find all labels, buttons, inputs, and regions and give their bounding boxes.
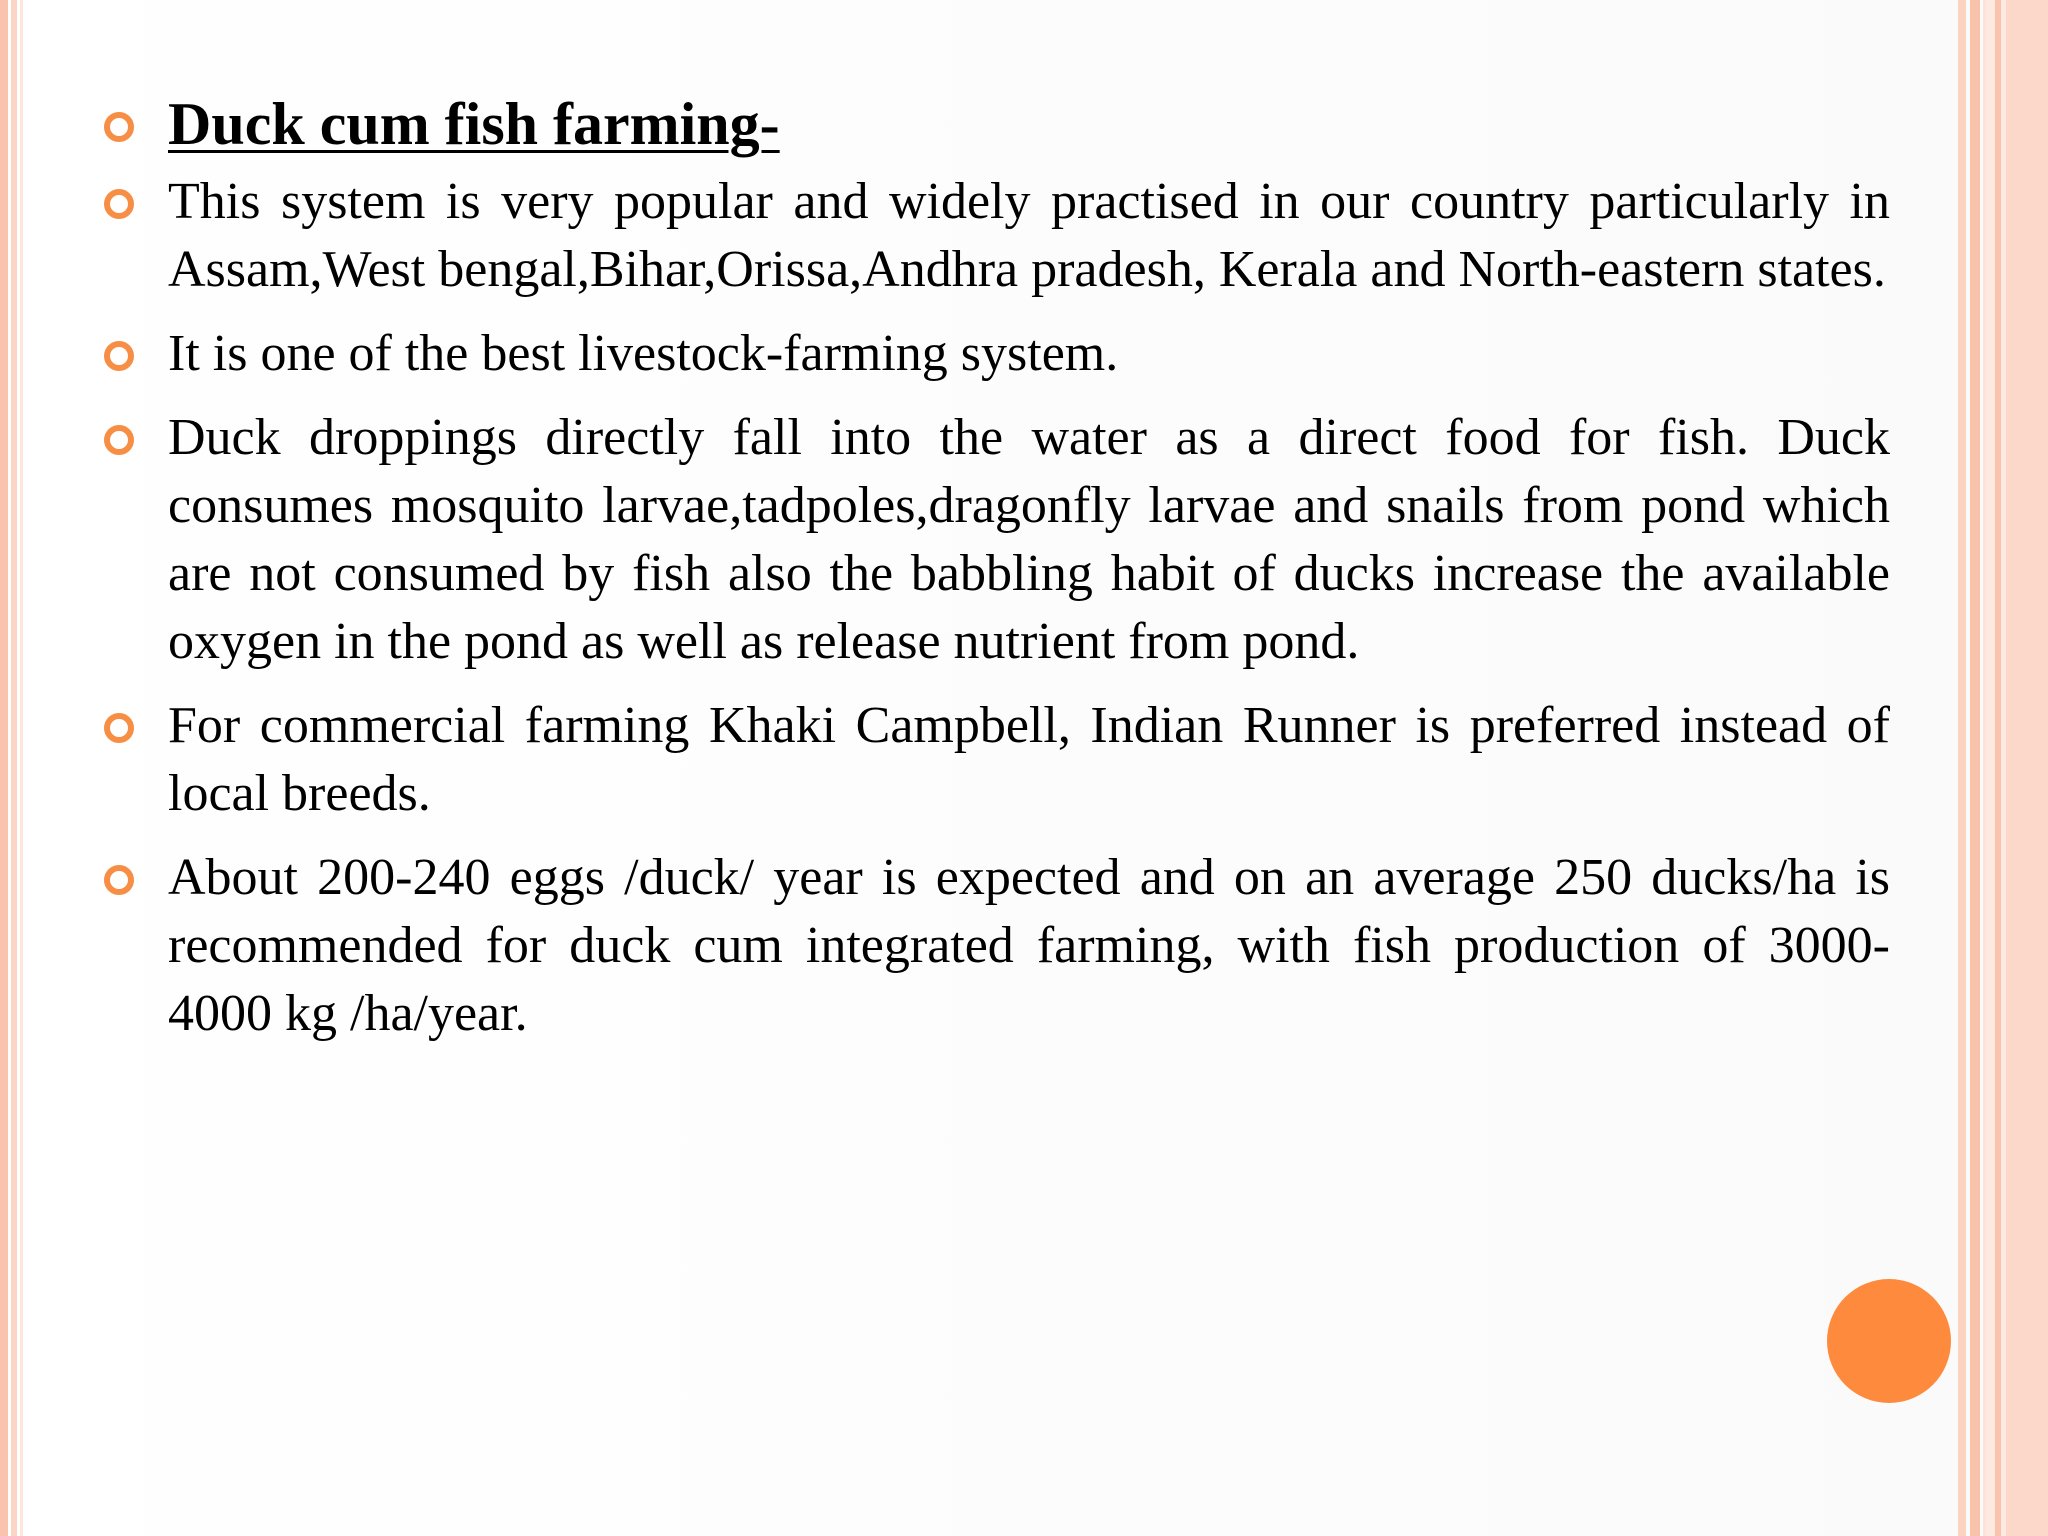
bullet-item [104, 404, 1890, 676]
bullet-circle-icon [104, 425, 134, 455]
bullet-item [104, 320, 1890, 388]
bullet-text: About 200-240 eggs /duck/ year is expected and on an average 250 ducks/ha is recommended for duck cum integrated farming, with fish production of 3000-4000 kg /ha/year. [168, 849, 1890, 1042]
bullet-text: Duck droppings directly fall into the water as a direct food for fish. Duck consumes mosquito larvae,tadpoles,dragonfly larvae and snails from pond which are not consumed by fish also the babbling habit of ducks increase the available oxygen in the pond as well as release nutrient from pond. [168, 409, 1890, 670]
left-border-stripe [20, 0, 23, 1536]
bullet-circle-icon [104, 112, 134, 142]
right-border-stripe [2006, 0, 2048, 1536]
bullet-list [104, 80, 1890, 1048]
decorative-orange-circle [1827, 1279, 1951, 1403]
bullet-circle-icon [104, 713, 134, 743]
right-border-stripe [1995, 0, 2001, 1536]
right-border-stripe [1983, 0, 1986, 1536]
bullet-text: It is one of the best livestock-farming system. [168, 325, 1119, 382]
slide-heading [104, 80, 1890, 168]
right-border-stripe [1958, 0, 1966, 1536]
bullet-item [104, 844, 1890, 1048]
bullet-circle-icon [104, 341, 134, 371]
bullet-circle-icon [104, 865, 134, 895]
left-border-stripe [11, 0, 17, 1536]
bullet-item [104, 168, 1890, 304]
bullet-text: For commercial farming Khaki Campbell, Indian Runner is preferred instead of local breeds. [168, 697, 1890, 822]
bullet-circle-icon [104, 189, 134, 219]
heading-text: Duck cum fish farming- [168, 91, 780, 157]
right-border-stripe [1970, 0, 1980, 1536]
left-border-stripe [0, 0, 8, 1536]
bullet-text: This system is very popular and widely practised in our country particularly in Assam,West bengal,Bihar,Orissa,Andhra pradesh, Kerala and North-eastern states. [168, 173, 1890, 298]
slide-content [104, 80, 1890, 1064]
bullet-item [104, 692, 1890, 828]
